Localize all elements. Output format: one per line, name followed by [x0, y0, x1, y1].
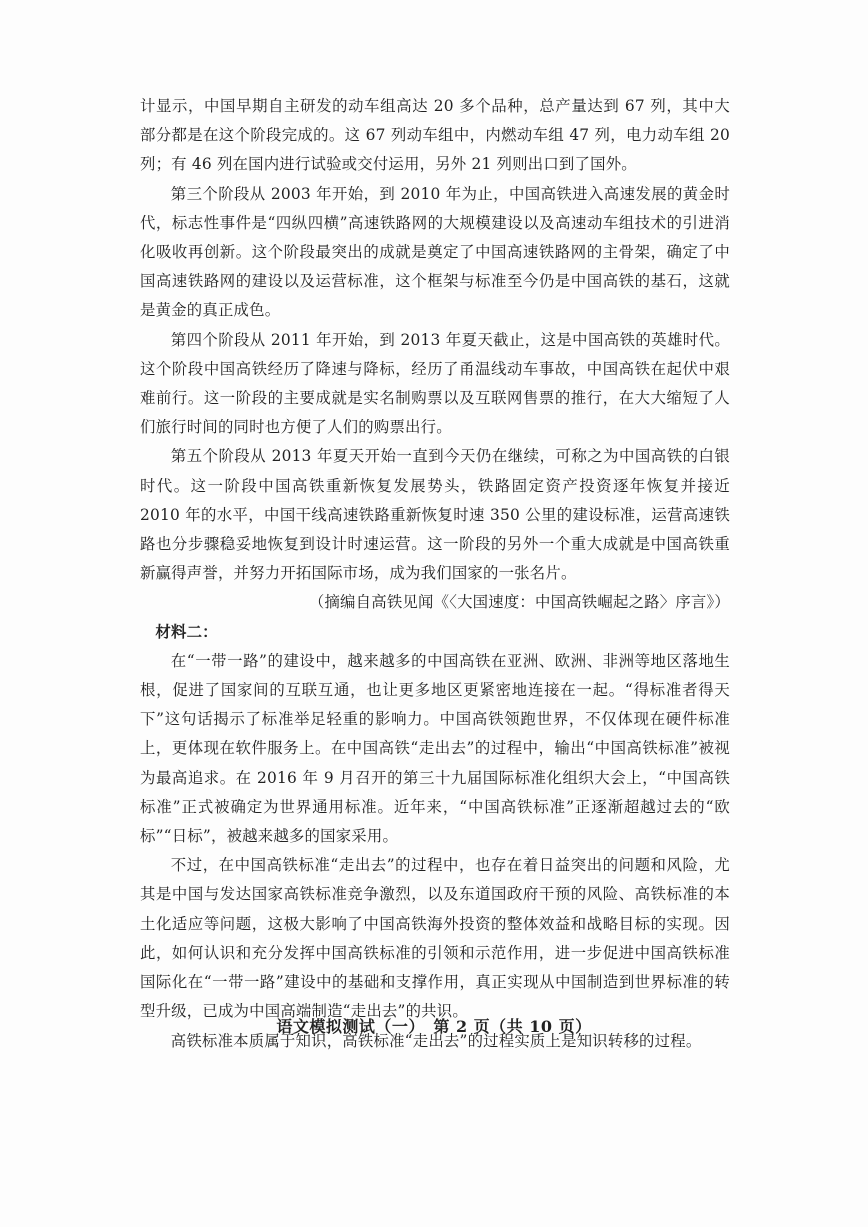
- paragraph-stage-three: 第三个阶段从 2003 年开始，到 2010 年为止，中国高铁进入高速发展的黄金时代，标志性事件是“四纵四横”高速铁路网的大规模建设以及高速动车组技术的引进消化吸收再创新。这个阶段最突出的成就是奠定了中国高速铁路网的主骨架，确定了中国高速铁路网的建设以及运营标准，这个框架与标准至今仍是中国高铁的基石，这就是黄金的真正成色。: [140, 184, 730, 320]
- paragraph-knowledge-transfer: 高铁标准本质属于知识，高铁标准“走出去”的过程实质上是知识转移的过程。: [170, 1031, 702, 1050]
- page-body: [140, 92, 730, 1056]
- paragraph-belt-road: 在“一带一路”的建设中，越来越多的中国高铁在亚洲、欧洲、非洲等地区落地生根，促进了国家间的互联互通，也让更多地区更紧密地连接在一起。“得标准者得天下”这句话揭示了标准举足轻重的影响力。中国高铁领跑世界，不仅体现在硬件标准上，更体现在软件服务上。在中国高铁“走出去”的过程中，输出“中国高铁标准”被视为最高追求。在 2016 年 9 月召开的第三十九届国际标准化组织大会上，“中国高铁标准”正式被确定为世界通用标准。近年来，“中国高铁标准”正逐渐超越过去的“欧标”“日标”，被越来越多的国家采用。: [140, 651, 730, 846]
- paragraph-stage-five: 第五个阶段从 2013 年夏天开始一直到今天仍在继续，可称之为中国高铁的白银时代。这一阶段中国高铁重新恢复发展势头，铁路固定资产投资逐年恢复并接近 2010 年的水平，中国干线高速铁路重新恢复时速 350 公里的建设标准，运营高速铁路也分步骤稳妥地恢复到设计时速运营。这一阶段的另外一个重大成就是中国高铁重新赢得声誉，并努力开拓国际市场，成为我们国家的一张名片。: [140, 447, 730, 583]
- source-citation: （摘编自高铁见闻《〈大国速度：中国高铁崛起之路〉序言》）: [308, 593, 730, 612]
- section-title-material-two: 材料二：: [155, 622, 218, 641]
- paragraph-stage-four: 第四个阶段从 2011 年开始，到 2013 年夏天截止，这是中国高铁的英雄时代。这个阶段中国高铁经历了降速与降标，经历了甬温线动车事故，中国高铁在起伏中艰难前行。这一阶段的主要成就是实名制购票以及互联网售票的推行，在大大缩短了人们旅行时间的同时也方便了人们的购票出行。: [140, 330, 730, 437]
- paragraph-risks: 不过，在中国高铁标准“走出去”的过程中，也存在着日益突出的问题和风险，尤其是中国与发达国家高铁标准竞争激烈，以及东道国政府干预的风险、高铁标准的本土化适应等问题，这极大影响了中国高铁海外投资的整体效益和战略目标的实现。因此，如何认识和充分发挥中国高铁标准的引领和示范作用，进一步促进中国高铁标准国际化在“一带一路”建设中的基础和支撑作用，真正实现从中国制造到世界标准的转型升级，已成为中国高端制造“走出去”的共识。: [140, 856, 730, 1021]
- paragraph-continued: 计显示，中国早期自主研发的动车组高达 20 多个品种，总产量达到 67 列，其中大部分都是在这个阶段完成的。这 67 列动车组中，内燃动车组 47 列，电力动车组 20 列；有 46 列在国内进行试验或交付运用，另外 21 列则出口到了国外。: [140, 97, 730, 174]
- page-footer: 语文模拟测试（一） 第 2 页（共 10 页）: [276, 1017, 592, 1036]
